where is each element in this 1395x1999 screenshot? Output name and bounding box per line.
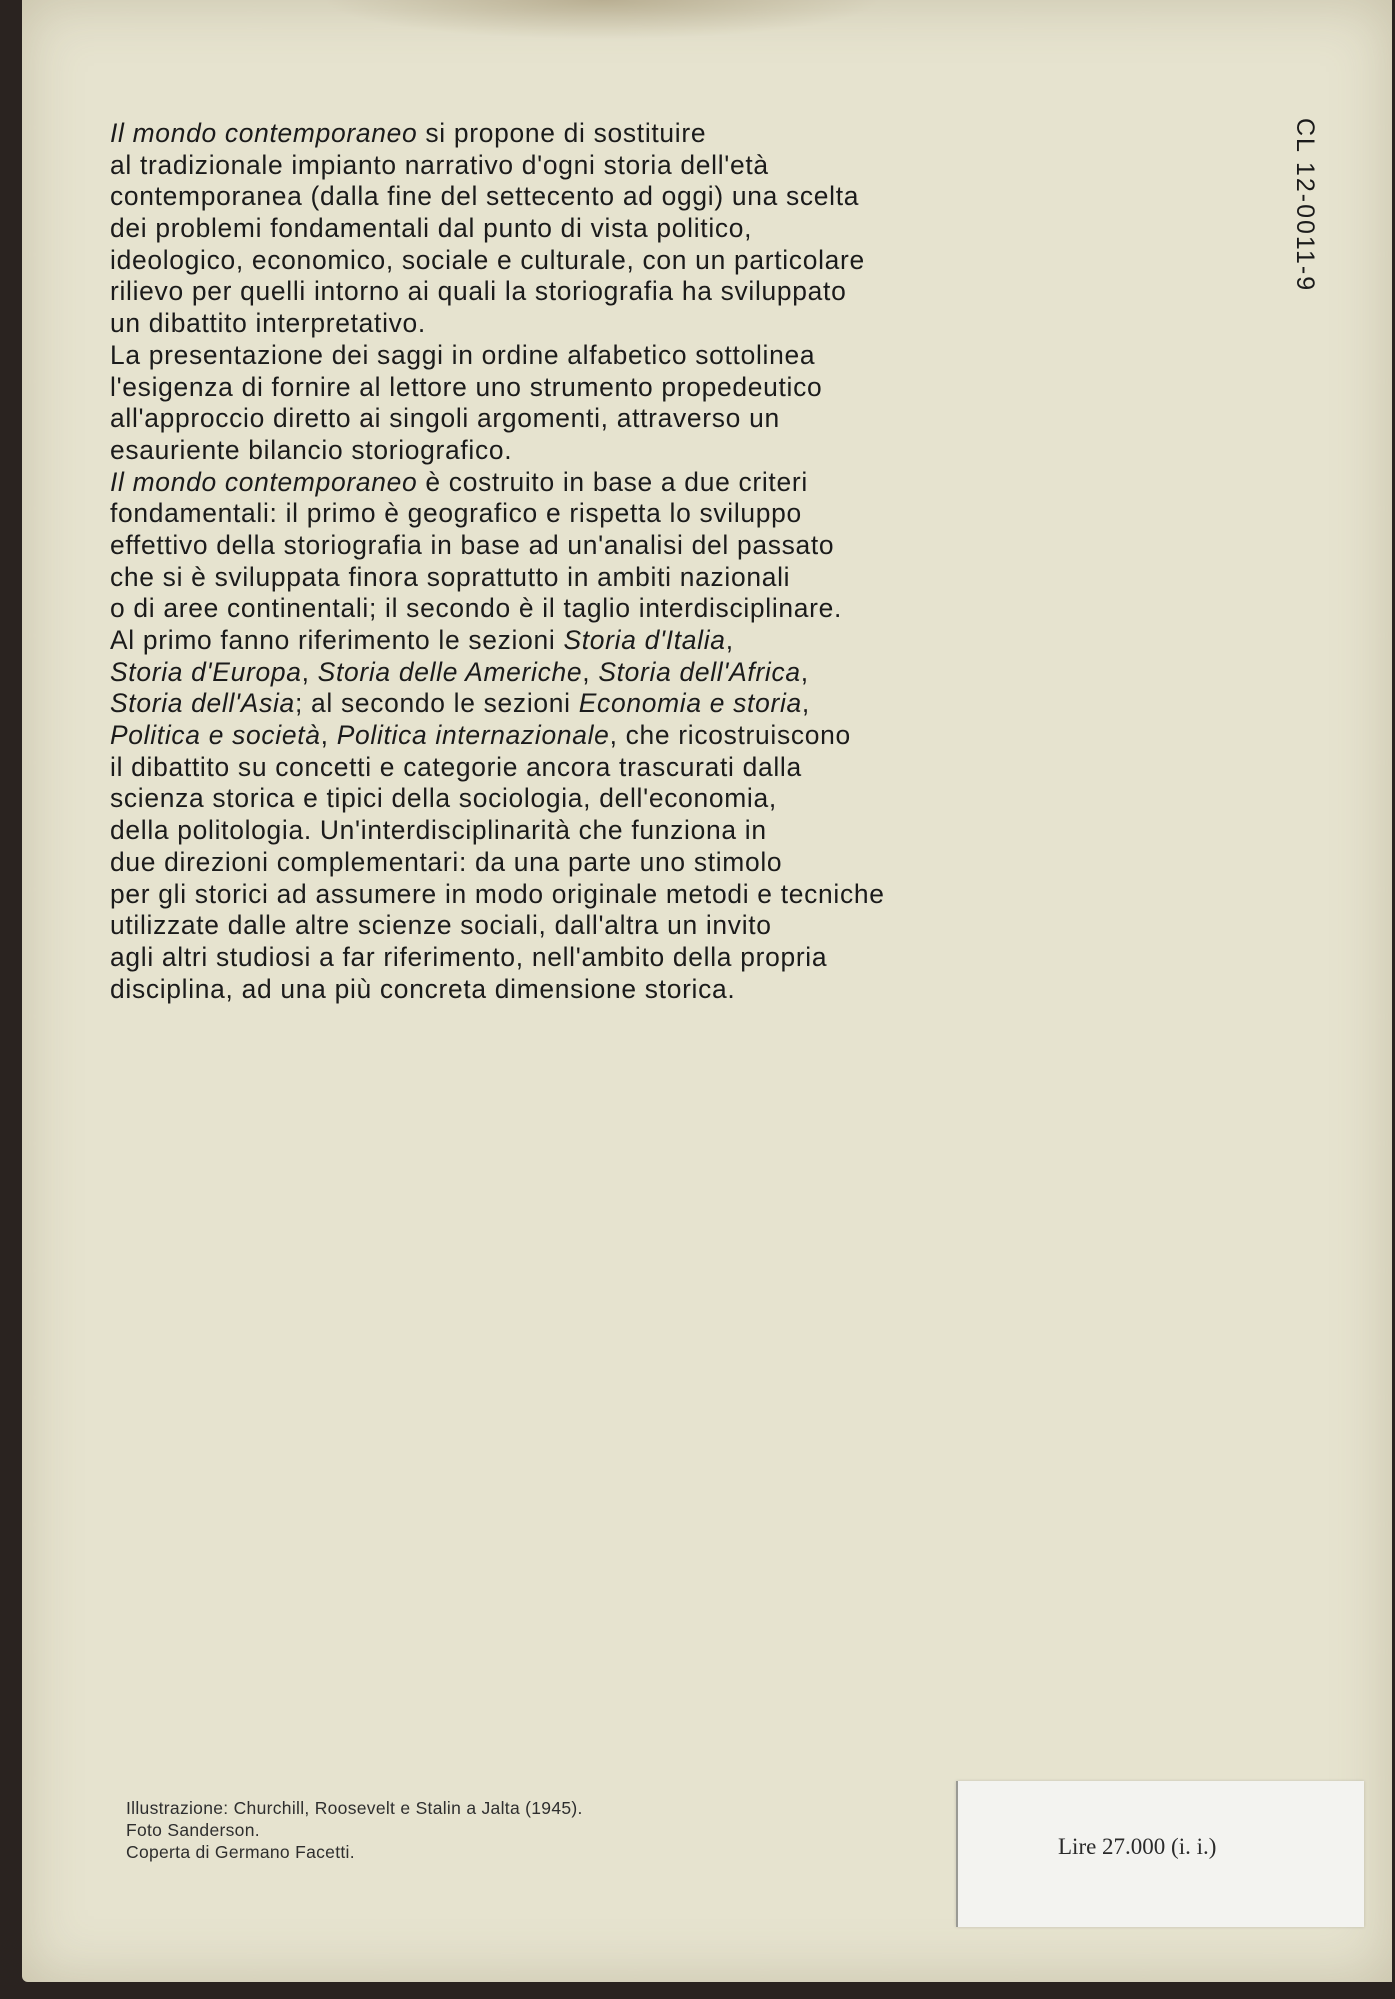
blurb-line <box>110 467 1050 499</box>
price-sticker <box>956 1781 1364 1927</box>
blurb-text: fondamentali: il primo è geografico e rispetta lo sviluppo <box>110 498 802 529</box>
blurb-italic-text: Politica e società <box>110 720 321 751</box>
blurb-text: ; al secondo le sezioni <box>294 688 579 719</box>
blurb-text: dei problemi fondamentali dal punto di vista politico, <box>110 213 753 244</box>
blurb-text: , <box>800 656 809 687</box>
blurb-text: agli altri studiosi a far riferimento, nell'ambito della propria <box>110 941 828 972</box>
blurb-line <box>110 403 1050 435</box>
blurb-line <box>110 783 1050 815</box>
blurb-text: della politologia. Un'interdisciplinarità che funziona in <box>110 815 767 846</box>
credit-cover-design: Coperta di Germano Facetti. <box>126 1842 355 1862</box>
blurb-line <box>110 720 1050 752</box>
blurb-italic-text: Politica internazionale <box>336 720 610 751</box>
blurb-line <box>110 530 1050 562</box>
blurb-text: un dibattito interpretativo. <box>110 308 426 339</box>
blurb-text: , che ricostruiscono <box>609 720 851 751</box>
back-cover-blurb <box>110 118 1050 1005</box>
blurb-text: si propone di sostituire <box>417 118 707 148</box>
blurb-text: all'approccio diretto ai singoli argomenti, attraverso un <box>110 403 780 434</box>
credit-illustration: Illustrazione: Churchill, Roosevelt e Stalin a Jalta (1945). <box>126 1798 583 1818</box>
blurb-line <box>110 245 1050 277</box>
blurb-text: Al primo fanno riferimento le sezioni <box>110 625 564 655</box>
blurb-text: , <box>725 625 734 655</box>
blurb-line <box>110 847 1050 879</box>
credit-photo: Foto Sanderson. <box>126 1820 260 1840</box>
blurb-line <box>110 562 1050 594</box>
blurb-line <box>110 910 1050 942</box>
blurb-text: o di aree continentali; il secondo è il taglio interdisciplinare. <box>110 593 843 624</box>
blurb-line <box>110 974 1050 1006</box>
price-text: Lire 27.000 (i. i.) <box>1058 1834 1217 1859</box>
catalog-code: CL 12-0011-9 <box>1291 118 1319 293</box>
blurb-italic-text: Il mondo contemporaneo <box>110 118 418 148</box>
blurb-italic-text: Storia dell'Africa <box>598 656 801 687</box>
blurb-text: che si è sviluppata finora soprattutto in ambiti nazionali <box>110 561 791 592</box>
blurb-text: rilievo per quelli intorno ai quali la storiografia ha sviluppato <box>110 276 847 307</box>
blurb-line <box>110 118 1050 150</box>
blurb-italic-text: Il mondo contemporaneo <box>110 466 418 497</box>
blurb-text: è costruito in base a due criteri <box>417 466 808 497</box>
blurb-text: disciplina, ad una più concreta dimensione storica. <box>110 973 736 1004</box>
blurb-text: , <box>582 656 599 687</box>
cover-credits <box>126 1797 583 1863</box>
blurb-line <box>110 372 1050 404</box>
blurb-text: due direzioni complementari: da una parte uno stimolo <box>110 846 783 877</box>
blurb-line <box>110 435 1050 467</box>
blurb-line <box>110 942 1050 974</box>
blurb-line <box>110 213 1050 245</box>
blurb-line <box>110 625 1050 657</box>
blurb-text: , <box>801 688 810 719</box>
blurb-line <box>110 340 1050 372</box>
blurb-text: La presentazione dei saggi in ordine alfabetico sottolinea <box>110 339 816 370</box>
blurb-text: al tradizionale impianto narrativo d'ogni storia dell'età <box>110 149 769 180</box>
blurb-text: esauriente bilancio storiografico. <box>110 434 513 465</box>
blurb-italic-text: Economia e storia <box>578 688 802 719</box>
blurb-line <box>110 879 1050 911</box>
blurb-line <box>110 276 1050 308</box>
blurb-italic-text: Storia delle Americhe <box>317 656 583 687</box>
blurb-text: , <box>301 656 318 687</box>
blurb-text: utilizzate dalle altre scienze sociali, dall'altra un invito <box>110 910 772 941</box>
blurb-line <box>110 593 1050 625</box>
blurb-text: ideologico, economico, sociale e culturale, con un particolare <box>110 244 865 275</box>
blurb-text: l'esigenza di fornire al lettore uno strumento propedeutico <box>110 371 823 402</box>
blurb-line <box>110 752 1050 784</box>
blurb-text: scienza storica e tipici della sociologia, dell'economia, <box>110 783 777 814</box>
blurb-line <box>110 815 1050 847</box>
blurb-line <box>110 688 1050 720</box>
blurb-italic-text: Storia d'Italia <box>563 625 726 655</box>
blurb-line <box>110 657 1050 689</box>
sticker-edge <box>956 1781 958 1927</box>
blurb-italic-text: Storia dell'Asia <box>110 688 295 719</box>
blurb-text: per gli storici ad assumere in modo originale metodi e tecniche <box>110 878 885 909</box>
paper-stain <box>322 0 882 40</box>
blurb-italic-text: Storia d'Europa <box>110 656 302 687</box>
blurb-text: il dibattito su concetti e categorie ancora trascurati dalla <box>110 751 802 782</box>
blurb-text: effettivo della storiografia in base ad un'analisi del passato <box>110 529 835 560</box>
blurb-line <box>110 308 1050 340</box>
blurb-line <box>110 498 1050 530</box>
blurb-text: , <box>320 720 337 751</box>
blurb-line <box>110 181 1050 213</box>
blurb-line <box>110 150 1050 182</box>
blurb-text: contemporanea (dalla fine del settecento ad oggi) una scelta <box>110 181 860 212</box>
